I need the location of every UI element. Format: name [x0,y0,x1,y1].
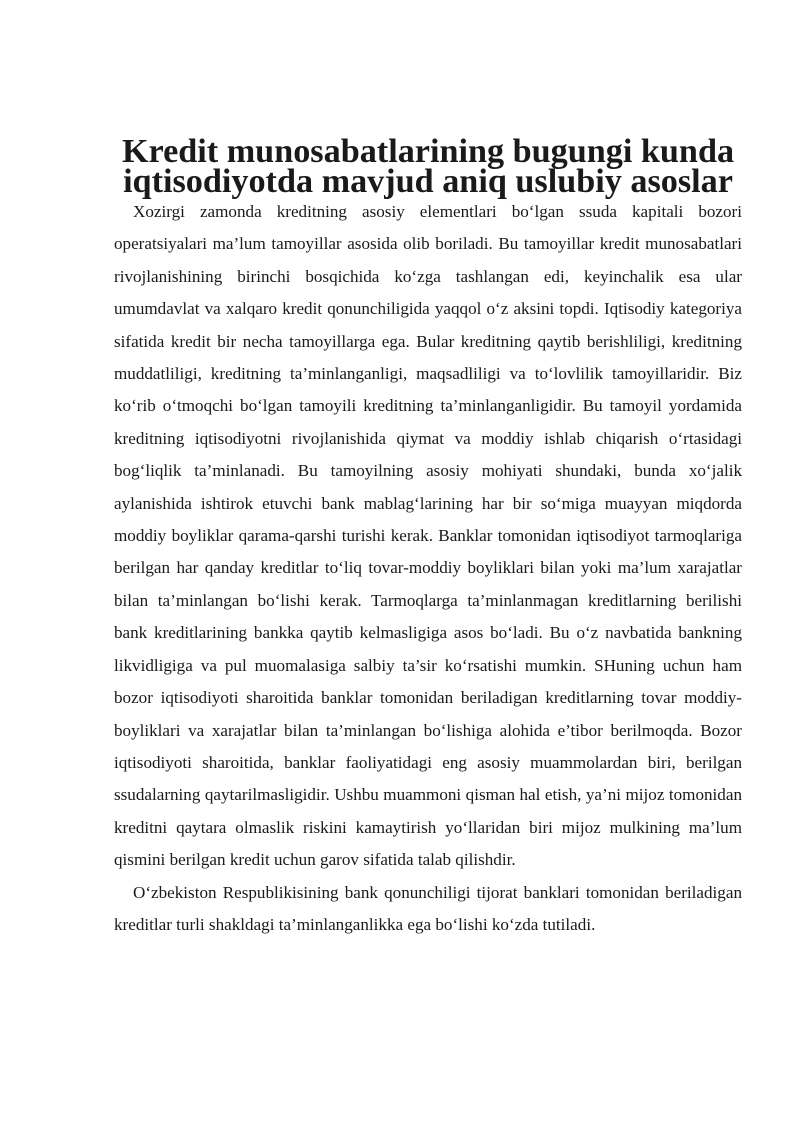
document-title: Kredit munosabatlarining bugungi kunda iqtisodiyotda mavjud aniq uslubiy asoslar [121,133,735,200]
paragraph-credit-principles: Xozirgi zamonda kreditning asosiy elementlari bo‘lgan ssuda kapitali bozori operatsiyalari ma’lum tamoyillar asosida olib boriladi. Bu tamoyillar kredit munosabatlari rivojlanishining birinchi bosqichida ko‘zga tashlangan edi, keyinchalik esa ular umumdavlat va xalqaro kredit qonunchiligida yaqqol o‘z aksini topdi. Iqtisodiy kategoriya sifatida kredit bir necha tamoyillarga ega. Bular kreditning qaytib berishliligi, kreditning muddatliligi, kreditning ta’minlanganligi, maqsadliligi va to‘lovlilik tamoyillaridir. Biz ko‘rib o‘tmoqchi bo‘lgan tamoyili kreditning ta’minlanganligidir. Bu tamoyil yordamida kreditning iqtisodiyotni rivojlanishida qiymat va moddiy ishlab chiqarish o‘rtasidagi bog‘liqlik ta’minlanadi. Bu tamoyilning asosiy mohiyati shundaki, bunda xo‘jalik aylanishida ishtirok etuvchi bank mablag‘larining har bir so‘miga muayyan miqdorda moddiy boyliklar qarama-qarshi turishi kerak. Banklar tomonidan iqtisodiyot tarmoqlariga berilgan har qanday kreditlar to‘liq tovar-moddiy boyliklari bilan yoki ma’lum xarajatlar bilan ta’minlangan bo‘lishi kerak. Tarmoqlarga ta’minlanmagan kreditlarning berilishi bank kreditlarining bankka qaytib kelmasligiga asos bo‘ladi. Bu o‘z navbatida bankning likvidligiga va pul muomalasiga salbiy ta’sir ko‘rsatishi mumkin. SHuning uchun ham bozor iqtisodiyoti sharoitida banklar tomonidan beriladigan kreditlarning tovar moddiy-boyliklari va xarajatlar bilan ta’minlangan bo‘lishiga alohida e’tibor berilmoqda. Bozor iqtisodiyoti sharoitida, banklar faoliyatidagi eng asosiy muammolardan biri, berilgan ssudalarning qaytarilmasligidir. Ushbu muammoni qisman hal etish, ya’ni mijoz tomonidan kreditni qaytara olmaslik riskini kamaytirish yo‘llaridan biri mijoz mulkining ma’lum qismini berilgan kredit uchun garov sifatida talab qilishdir. [114,202,742,870]
paragraph-uzbekistan-law: O‘zbekiston Respublikisining bank qonunchiligi tijorat banklari tomonidan beriladigan kreditlar turli shakldagi ta’minlanganlikka ega bo‘lishi ko‘zda tutiladi. [114,882,742,934]
document-page [114,133,742,941]
